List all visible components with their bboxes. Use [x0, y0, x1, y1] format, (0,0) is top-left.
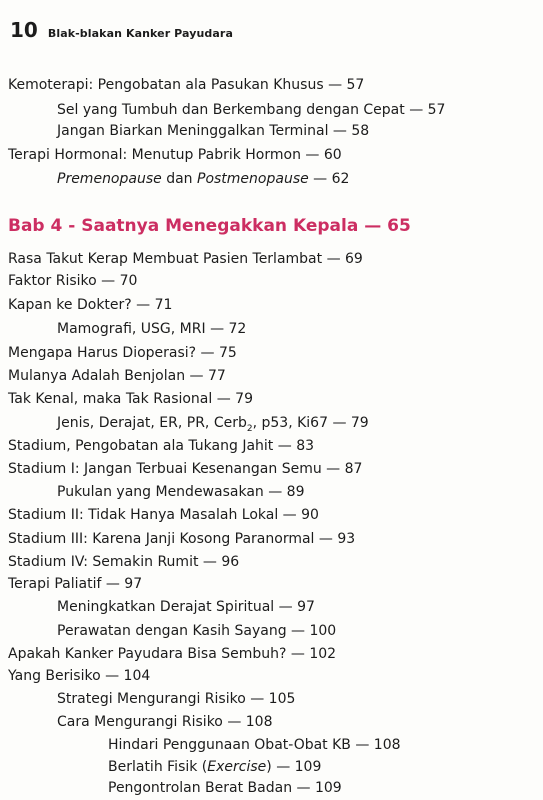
- toc-entry: [57, 170, 349, 188]
- toc-entry: Pukulan yang Mendewasakan — 89: [57, 484, 305, 500]
- toc-entry: Stadium III: Karena Janji Kosong Paranormal — 93: [8, 531, 356, 547]
- toc-entry-part: , p53, Ki67 — 79: [252, 415, 369, 431]
- toc-entry-italic: Exercise: [207, 759, 267, 775]
- page-number: 10: [10, 18, 38, 42]
- toc-entry-italic: Postmenopause: [197, 171, 309, 187]
- toc-entry: Stadium, Pengobatan ala Tukang Jahit — 83: [8, 438, 315, 454]
- toc-entry: Faktor Risiko — 70: [8, 273, 138, 289]
- toc-entry: Sel yang Tumbuh dan Berkembang dengan Cepat — 57: [57, 102, 446, 118]
- toc-entry-part: — 62: [308, 171, 350, 187]
- toc-entry-part: Jenis, Derajat, ER, PR, Cerb: [57, 415, 247, 431]
- toc-entry: Jangan Biarkan Meninggalkan Terminal — 58: [57, 123, 370, 139]
- toc-entry: Mamografi, USG, MRI — 72: [57, 321, 247, 337]
- toc-entry: Apakah Kanker Payudara Bisa Sembuh? — 102: [8, 646, 337, 662]
- toc-entry: Mengapa Harus Dioperasi? — 75: [8, 345, 237, 361]
- toc-entry: Pengontrolan Berat Badan — 109: [108, 780, 342, 796]
- toc-entry: [57, 414, 369, 438]
- toc-entry-part: ) — 109: [266, 759, 322, 775]
- toc-entry: Terapi Hormonal: Menutup Pabrik Hormon — 60: [8, 147, 342, 163]
- chapter-heading: Bab 4 - Saatnya Menegakkan Kepala — 65: [8, 216, 411, 236]
- toc-entry: Tak Kenal, maka Tak Rasional — 79: [8, 391, 253, 407]
- toc-entry: Stadium II: Tidak Hanya Masalah Lokal — 90: [8, 507, 319, 523]
- toc-entry: Strategi Mengurangi Risiko — 105: [57, 691, 296, 707]
- running-title: Blak-blakan Kanker Payudara: [47, 27, 233, 40]
- toc-entry: Mulanya Adalah Benjolan — 77: [8, 368, 226, 384]
- toc-entry: Terapi Paliatif — 97: [8, 576, 143, 592]
- toc-entry: Stadium I: Jangan Terbuai Kesenangan Semu — 87: [8, 461, 363, 477]
- toc-entry: Perawatan dengan Kasih Sayang — 100: [57, 623, 337, 639]
- toc-entry-part: Berlatih Fisik (: [108, 759, 208, 775]
- toc-entry-subscript: 2: [246, 423, 253, 434]
- toc-entry: Cara Mengurangi Risiko — 108: [57, 714, 273, 730]
- page-header: [10, 18, 233, 42]
- toc-entry: Yang Berisiko — 104: [8, 668, 151, 684]
- toc-entry: Meningkatkan Derajat Spiritual — 97: [57, 599, 315, 615]
- toc-entry: Kemoterapi: Pengobatan ala Pasukan Khusus — 57: [8, 77, 365, 93]
- toc-entry: Stadium IV: Semakin Rumit — 96: [8, 554, 240, 570]
- toc-entry-italic: Premenopause: [57, 171, 162, 187]
- toc-entry: Hindari Penggunaan Obat-Obat KB — 108: [108, 737, 401, 753]
- toc-entry: [108, 758, 321, 776]
- toc-entry-part: dan: [161, 171, 197, 187]
- toc-entry: Kapan ke Dokter? — 71: [8, 297, 173, 313]
- toc-entry: Rasa Takut Kerap Membuat Pasien Terlambat — 69: [8, 251, 363, 267]
